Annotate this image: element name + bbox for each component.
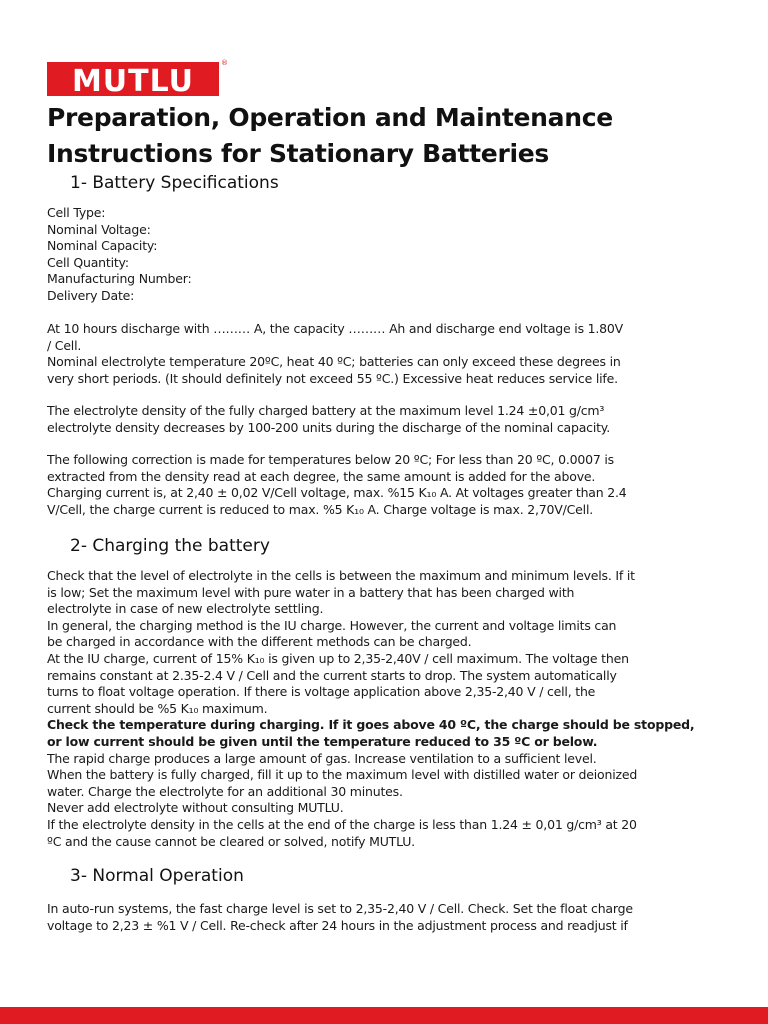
text-line: be charged in accordance with the different methods can be charged.: [47, 634, 472, 650]
spec-list: [47, 205, 727, 305]
text-line: very short periods. (It should definitely not exceed 55 ºC.) Excessive heat reduces service life.: [47, 370, 618, 386]
text-line: The following correction is made for temperatures below 20 ºC; For less than 20 ºC, 0.0007 is: [47, 452, 614, 467]
logo-wordmark: MUTLU: [71, 64, 195, 99]
spec-label-delivery-date: Delivery Date:: [47, 287, 135, 303]
text-line: In auto-run systems, the fast charge level is set to 2,35-2,40 V / Cell. Check. Set the float charge: [47, 901, 633, 916]
section-heading-specifications: 1- Battery Specifications: [70, 173, 279, 193]
text-line: At 10 hours discharge with ……… A, the capacity ……… Ah and discharge end voltage is 1.80V: [47, 321, 624, 336]
paragraph-normal-operation: [47, 901, 727, 934]
page-title-line: Instructions for Stationary Batteries: [47, 139, 549, 168]
spec-label-cell-type: Cell Type:: [47, 205, 106, 220]
warning-text-line: or low current should be given until the temperature reduced to 35 ºC or below.: [47, 733, 598, 749]
section-heading-normal-operation: 3- Normal Operation: [70, 866, 244, 886]
paragraph-correction: [47, 452, 727, 518]
page-title-line: Preparation, Operation and Maintenance: [47, 103, 613, 132]
text-line: turns to float voltage operation. If there is voltage application above 2,35-2,40 V / cell, the: [47, 684, 596, 700]
paragraph-discharge: [47, 321, 727, 387]
text-line: current should be %5 K₁₀ maximum.: [47, 700, 268, 716]
text-line: water. Charge the electrolyte for an additional 30 minutes.: [47, 783, 403, 799]
text-line: The rapid charge produces a large amount of gas. Increase ventilation to a sufficient level.: [47, 750, 597, 766]
text-line: ºC and the cause cannot be cleared or solved, notify MUTLU.: [47, 833, 415, 849]
text-line: V/Cell, the charge current is reduced to max. %5 K₁₀ A. Charge voltage is max. 2,70V/Cell.: [47, 501, 593, 517]
spec-label-manufacturing-number: Manufacturing Number:: [47, 271, 192, 287]
text-line: is low; Set the maximum level with pure water in a battery that has been charged with: [47, 584, 575, 600]
footer-bar: [0, 1007, 768, 1024]
spec-label-cell-quantity: Cell Quantity:: [47, 254, 129, 270]
text-line: In general, the charging method is the IU charge. However, the current and voltage limits can: [47, 617, 617, 633]
text-line: remains constant at 2.35-2.4 V / Cell and the current starts to drop. The system automatically: [47, 667, 617, 683]
paragraph-charging: [47, 568, 727, 850]
text-line: electrolyte in case of new electrolyte settling.: [47, 601, 324, 617]
text-line: When the battery is fully charged, fill it up to the maximum level with distilled water or deionized: [47, 767, 638, 783]
registered-mark: ®: [221, 59, 228, 67]
page-title: [47, 100, 747, 172]
text-line: voltage to 2,23 ± %1 V / Cell. Re-check after 24 hours in the adjustment process and readjust if: [47, 917, 628, 933]
warning-text-line: Check the temperature during charging. If it goes above 40 ºC, the charge should be stopped,: [47, 717, 695, 733]
spec-label-nominal-voltage: Nominal Voltage:: [47, 221, 151, 237]
text-line: / Cell.: [47, 337, 82, 353]
text-line: Nominal electrolyte temperature 20ºC, heat 40 ºC; batteries can only exceed these degrees in: [47, 354, 621, 370]
text-line: Charging current is, at 2,40 ± 0,02 V/Cell voltage, max. %15 K₁₀ A. At voltages greater than 2.4: [47, 485, 627, 501]
text-line: Never add electrolyte without consulting MUTLU.: [47, 800, 344, 816]
spec-label-nominal-capacity: Nominal Capacity:: [47, 238, 158, 254]
text-line: If the electrolyte density in the cells at the end of the charge is less than 1.24 ± 0,01 g/cm³ at 20: [47, 816, 637, 832]
text-line: extracted from the density read at each degree, the same amount is added for the above.: [47, 468, 596, 484]
mutlu-logo: [47, 58, 227, 100]
text-line: At the IU charge, current of 15% K₁₀ is given up to 2,35-2,40V / cell maximum. The voltage then: [47, 650, 629, 666]
paragraph-density: [47, 403, 727, 436]
text-line: electrolyte density decreases by 100-200 units during the discharge of the nominal capacity.: [47, 419, 610, 435]
section-heading-charging: 2- Charging the battery: [70, 536, 270, 556]
text-line: Check that the level of electrolyte in the cells is between the maximum and minimum levels. If it: [47, 568, 635, 583]
text-line: The electrolyte density of the fully charged battery at the maximum level 1.24 ±0,01 g/cm³: [47, 403, 605, 418]
